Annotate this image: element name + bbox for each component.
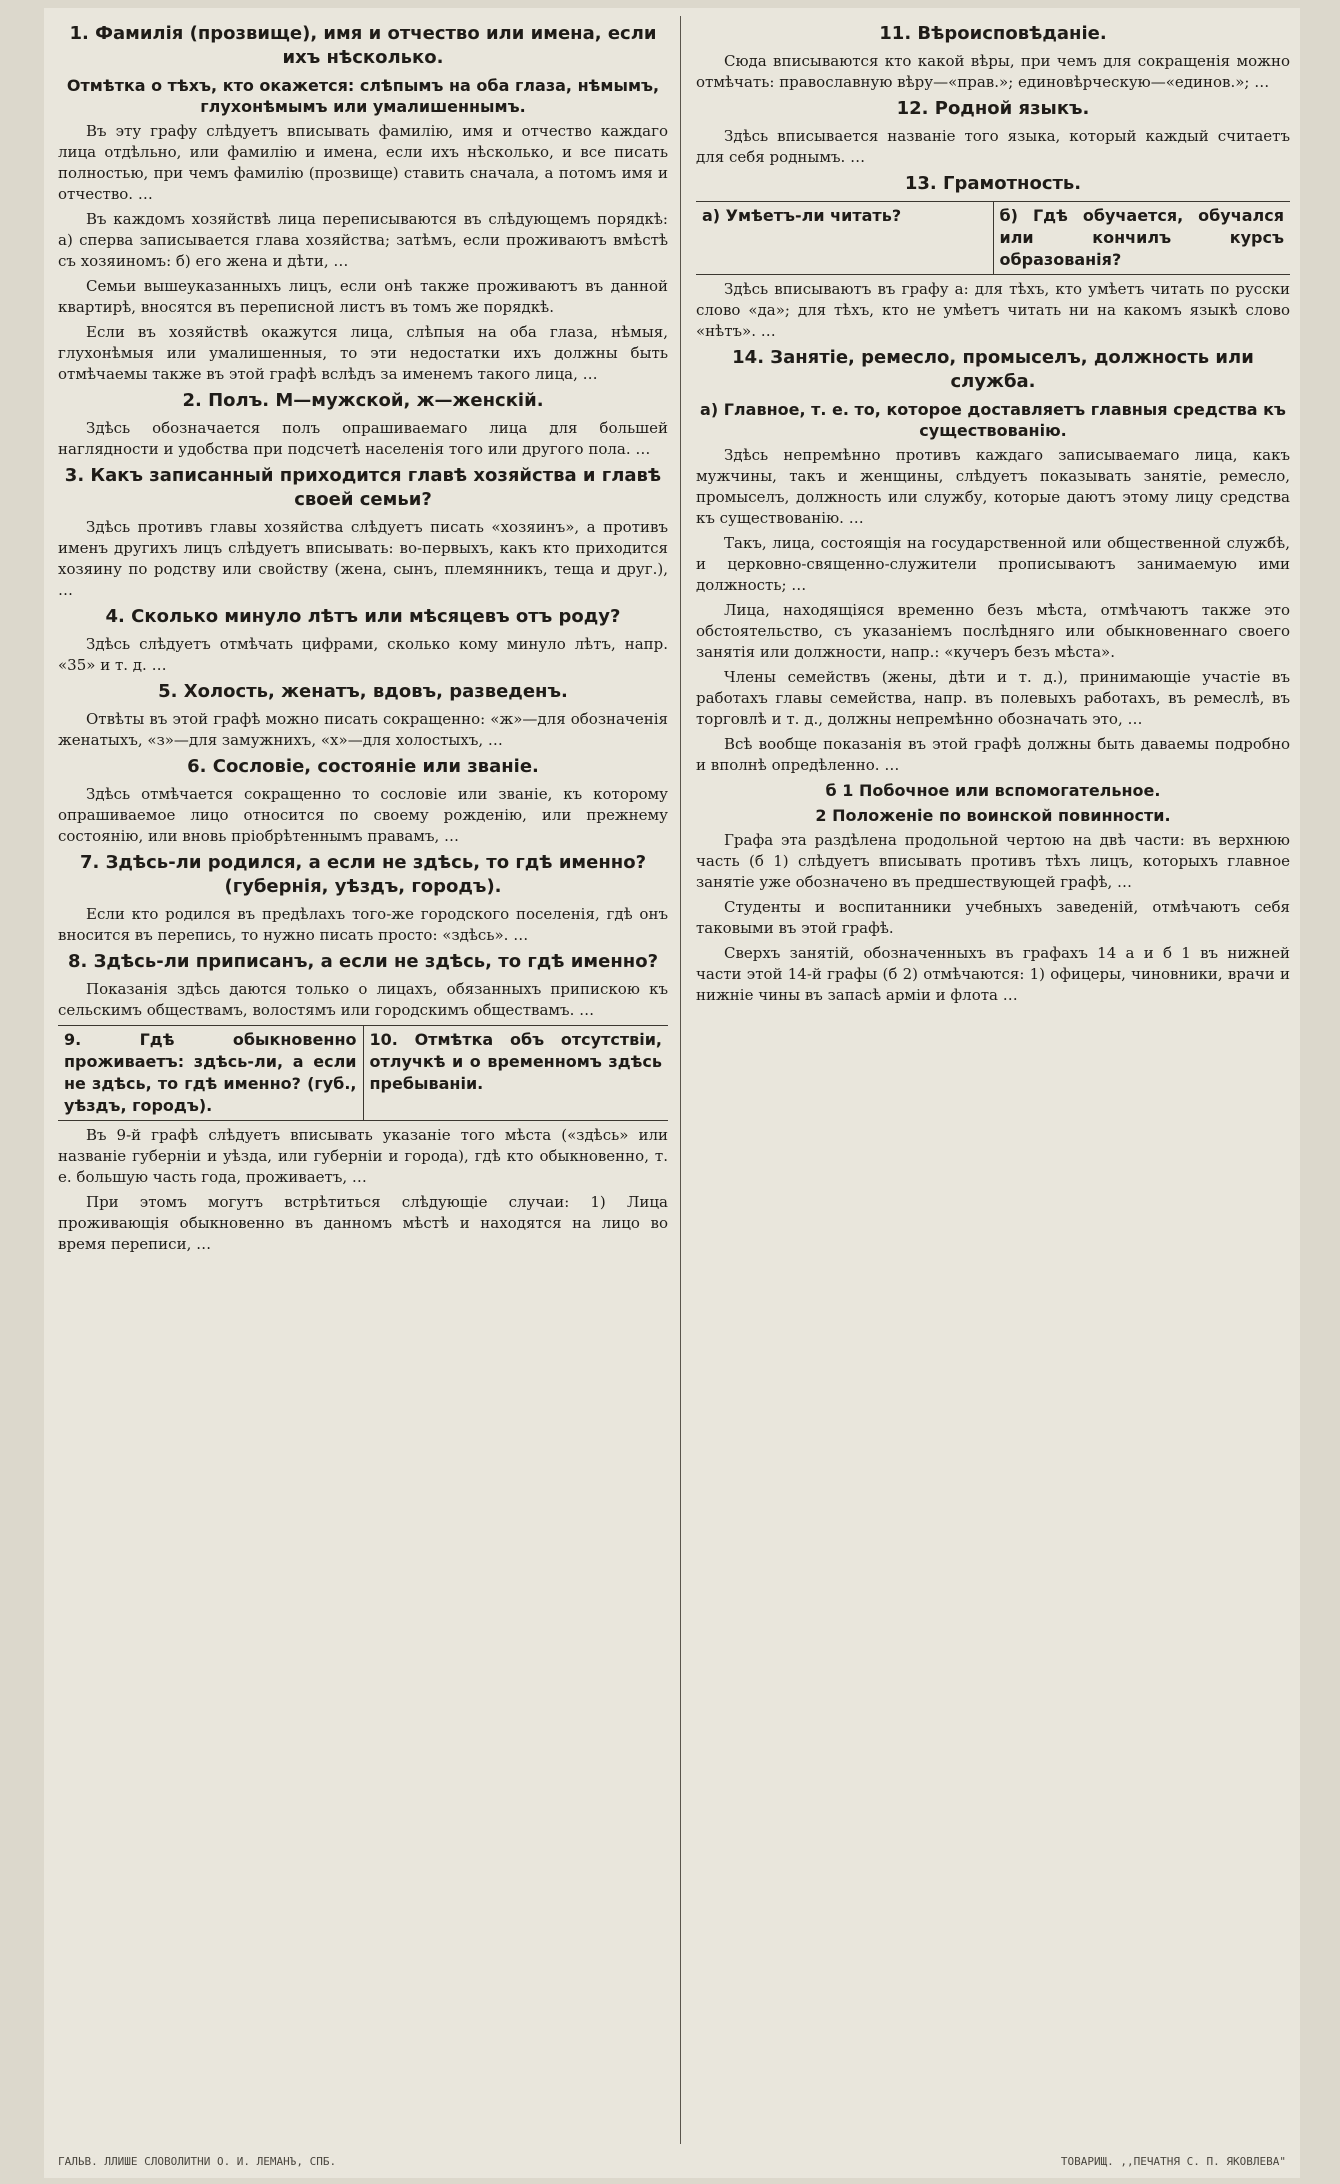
section-6-title: 6. Сословіе, состояніе или званіе.	[187, 756, 539, 777]
section-7-paragraph: Если кто родился въ предѣлахъ того-же городского поселенія, гдѣ онъ вносится въ перепись, то нужно писать просто: «здѣсь». …	[58, 905, 668, 944]
section-14-paragraph: Графа эта раздѣлена продольной чертою на двѣ части: въ верхнюю часть (б 1) слѣдуетъ вписывать противъ тѣхъ лицъ, которыхъ главное занятіе уже обозначено въ предшествующей графѣ, …	[696, 831, 1290, 891]
section-13-header	[696, 201, 1290, 275]
section-14b2-subtitle: 2 Положеніе по воинской повинности.	[815, 806, 1171, 825]
section-14-paragraph: Здѣсь непремѣнно противъ каждаго записываемаго лица, какъ мужчины, такъ и женщины, слѣдуетъ показывать занятіе, ремесло, промыселъ, должность или службу, которые даютъ этому лицу средства къ существованію. …	[696, 446, 1290, 527]
foundry-imprint: ГАЛЬВ. ЛЛИШЕ СЛОВОЛИТНИ О. И. ЛЕМАНЪ, СПБ.	[58, 2155, 337, 2168]
section-3-paragraph: Здѣсь противъ главы хозяйства слѣдуетъ писать «хозяинъ», а противъ именъ другихъ лицъ слѣдуетъ вписывать: во-первыхъ, какъ кто приходится хозяину по родству или свойству (жена, сынъ, племянникъ, теща и друг.), …	[58, 518, 668, 599]
section-13-title: 13. Грамотность.	[904, 173, 1082, 194]
section-1-lead: Отмѣтка о тѣхъ, кто окажется: слѣпымъ на оба глаза, нѣмымъ, глухонѣмымъ или умалишеннымъ.	[66, 76, 660, 116]
section-2-title: 2. Полъ. М—мужской, ж—женскій.	[182, 390, 544, 411]
press-imprint: ТОВАРИЩ. ,,ПЕЧАТНЯ С. П. ЯКОВЛЕВА"	[1060, 2155, 1286, 2168]
section-14-paragraph: Лица, находящіяся временно безъ мѣста, отмѣчаютъ также это обстоятельство, съ указаніемъ послѣдняго или обыкновеннаго своего занятія или должности, напр.: «кучеръ безъ мѣста».	[696, 601, 1290, 661]
section-14-paragraph: Такъ, лица, состоящія на государственной или общественной службѣ, и церковно-священно-служители прописываютъ занимаемую ими должность; …	[696, 534, 1290, 594]
section-14a-subtitle: а) Главное, т. е. то, которое доставляетъ главныя средства къ существованію.	[700, 400, 1286, 440]
column-divider	[680, 16, 681, 2144]
section-12-title: 12. Родной языкъ.	[896, 98, 1090, 119]
section-3-title: 3. Какъ записанный приходится главѣ хозяйства и главѣ своей семьи?	[64, 465, 662, 510]
section-14-title: 14. Занятіе, ремесло, промыселъ, должность или служба.	[732, 347, 1254, 392]
section-6-paragraph: Здѣсь отмѣчается сокращенно то сословіе или званіе, къ которому опрашиваемое лицо относится по своему рожденію, или прежнему состоянію, или вновь пріобрѣтеннымъ правамъ, …	[58, 785, 668, 845]
section-11-paragraph: Сюда вписываются кто какой вѣры, при чемъ для сокращенія можно отмѣчать: православную вѣру—«прав.»; единовѣрческую—«единов.»; …	[696, 52, 1290, 91]
section-9-title: 9. Гдѣ обыкновенно проживаетъ: здѣсь-ли, а если не здѣсь, то гдѣ именно? (губ., уѣздъ, городъ).	[64, 1030, 357, 1115]
section-4-paragraph: Здѣсь слѣдуетъ отмѣчать цифрами, сколько кому минуло лѣтъ, напр. «35» и т. д. …	[58, 635, 668, 674]
section-5-paragraph: Отвѣты въ этой графѣ можно писать сокращенно: «ж»—для обозначенія женатыхъ, «з»—для замужнихъ, «х»—для холостыхъ, …	[58, 710, 668, 749]
right-column	[696, 18, 1290, 2144]
section-14-paragraph: Сверхъ занятій, обозначенныхъ въ графахъ 14 а и б 1 въ нижней части этой 14-й графы (б 2) отмѣчаются: 1) офицеры, чиновники, врачи и нижніе чины въ запасѣ арміи и флота …	[696, 944, 1290, 1004]
section-13a-title: а) Умѣетъ-ли читать?	[702, 206, 902, 225]
section-10-title: 10. Отмѣтка объ отсутствіи, отлучкѣ и о временномъ здѣсь пребываніи.	[363, 1026, 669, 1120]
section-8-title: 8. Здѣсь-ли приписанъ, а если не здѣсь, то гдѣ именно?	[67, 951, 659, 972]
section-1-paragraph: Въ эту графу слѣдуетъ вписывать фамилію, имя и отчество каждаго лица отдѣльно, или фамилію и имена, если ихъ нѣсколько, и все писать полностью, при чемъ фамилію (прозвище) ставить сначала, а потомъ имя и отчество. …	[58, 122, 668, 203]
section-12-paragraph: Здѣсь вписывается названіе того языка, который каждый считаетъ для себя роднымъ. …	[696, 127, 1290, 166]
section-2-paragraph: Здѣсь обозначается полъ опрашиваемаго лица для большей наглядности и удобства при подсчетѣ населенія того или другого пола. …	[58, 419, 668, 458]
section-1-paragraph: Семьи вышеуказанныхъ лицъ, если онѣ также проживаютъ въ данной квартирѣ, вносятся въ переписной листъ въ томъ же порядкѣ.	[58, 277, 668, 316]
section-14-paragraph: Всѣ вообще показанія въ этой графѣ должны быть даваемы подробно и вполнѣ опредѣленно. …	[696, 735, 1290, 774]
section-1-title: 1. Фамилія (прозвище), имя и отчество или имена, если ихъ нѣсколько.	[69, 23, 657, 68]
left-column	[58, 18, 668, 2144]
section-13b-title: б) Гдѣ обучается, обучался или кончилъ курсъ образованія?	[993, 202, 1291, 274]
census-instruction-sheet	[44, 8, 1300, 2178]
section-9-paragraph: При этомъ могутъ встрѣтиться слѣдующіе случаи: 1) Лица проживающія обыкновенно въ данномъ мѣстѣ и находятся на лицо во время переписи, …	[58, 1193, 668, 1253]
section-14-paragraph: Члены семействъ (жены, дѣти и т. д.), принимающіе участіе въ работахъ главы семейства, напр. въ полевыхъ работахъ, въ ремеслѣ, въ торговлѣ и т. д., должны непремѣнно обозначать это, …	[696, 668, 1290, 728]
section-11-title: 11. Вѣроисповѣданіе.	[879, 23, 1107, 44]
section-8-paragraph: Показанія здѣсь даются только о лицахъ, обязанныхъ припискою къ сельскимъ обществамъ, волостямъ или городскимъ обществамъ. …	[58, 980, 668, 1019]
section-14-paragraph: Студенты и воспитанники учебныхъ заведеній, отмѣчаютъ себя таковыми въ этой графѣ.	[696, 898, 1290, 937]
section-1-paragraph: Если въ хозяйствѣ окажутся лица, слѣпыя на оба глаза, нѣмыя, глухонѣмыя или умалишенныя, то эти недостатки ихъ должны быть отмѣчаемы также въ этой графѣ вслѣдъ за именемъ такого лица, …	[58, 323, 668, 383]
section-4-title: 4. Сколько минуло лѣтъ или мѣсяцевъ отъ роду?	[105, 606, 621, 627]
section-14b1-subtitle: б 1 Побочное или вспомогательное.	[825, 781, 1161, 800]
section-1-paragraph: Въ каждомъ хозяйствѣ лица переписываются въ слѣдующемъ порядкѣ: а) сперва записывается глава хозяйства; затѣмъ, если проживаютъ вмѣстѣ съ хозяиномъ: б) его жена и дѣти, …	[58, 210, 668, 270]
section-9-10-header	[58, 1025, 668, 1121]
section-5-title: 5. Холость, женатъ, вдовъ, разведенъ.	[158, 681, 568, 702]
printer-imprint	[58, 2155, 1286, 2168]
section-7-title: 7. Здѣсь-ли родился, а если не здѣсь, то гдѣ именно? (губернія, уѣздъ, городъ).	[79, 852, 647, 897]
section-9-paragraph: Въ 9-й графѣ слѣдуетъ вписывать указаніе того мѣста («здѣсь» или названіе губерніи и уѣзда, или губерніи и города), гдѣ кто обыкновенно, т. е. большую часть года, проживаетъ, …	[58, 1126, 668, 1186]
section-13-paragraph: Здѣсь вписываютъ въ графу а: для тѣхъ, кто умѣетъ читать по русски слово «да»; для тѣхъ, кто не умѣетъ читать ни на какомъ языкѣ слово «нѣтъ». …	[696, 280, 1290, 340]
